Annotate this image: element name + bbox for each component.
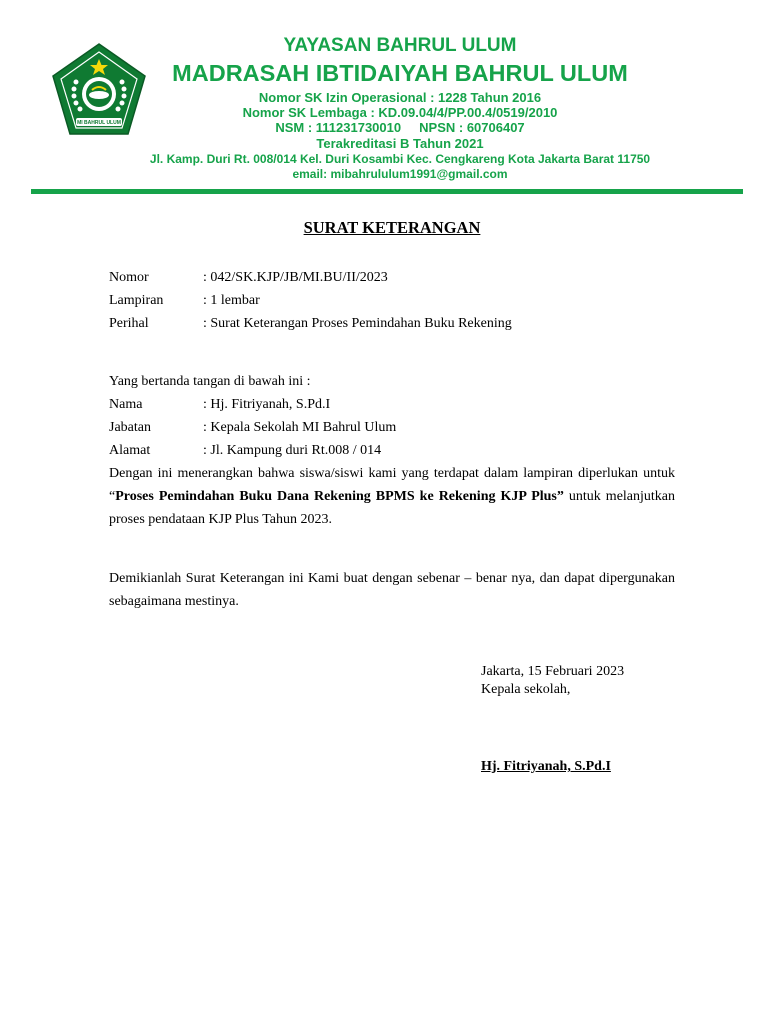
meta-label-nomor: Nomor (109, 270, 149, 285)
accreditation: Terakreditasi B Tahun 2021 (316, 136, 484, 151)
body-paragraph (109, 462, 675, 531)
signer-label-alamat: Alamat (109, 443, 151, 458)
school-address: Jl. Kamp. Duri Rt. 008/014 Kel. Duri Kosambi Kec. Cengkareng Kota Jakarta Barat 11750 (149, 152, 651, 166)
body-text-start: Dengan ini menerangkan bahwa siswa/siswi kami yang terdapat dalam lampiran diperlukan untuk “ (109, 466, 675, 504)
institution-sk-number: Nomor SK Lembaga : KD.09.04/4/PP.00.4/0519/2010 (242, 105, 558, 120)
permit-number: Nomor SK Izin Operasional : 1228 Tahun 2016 (258, 90, 542, 105)
signer-value-nama: : Hj. Fitriyanah, S.Pd.I (203, 397, 331, 412)
place-date: Jakarta, 15 Februari 2023 (481, 664, 625, 679)
intro-text: Yang bertanda tangan di bawah ini : (109, 374, 311, 389)
signer-value-jabatan: : Kepala Sekolah MI Bahrul Ulum (203, 420, 397, 435)
meta-label-lampiran: Lampiran (109, 293, 164, 308)
signer-value-alamat: : Jl. Kampung duri Rt.008 / 014 (203, 443, 382, 458)
emblem-banner-text: MI BAHRUL ULUM (77, 120, 121, 127)
body-text-emphasis: Proses Pemindahan Buku Dana Rekening BPMS ke Rekening KJP Plus” (115, 489, 564, 504)
header-divider (31, 189, 743, 194)
closing-paragraph: Demikianlah Surat Keterangan ini Kami buat dengan sebenar – benar nya, dan dapat dipergunakan sebagaimana mestinya. (109, 571, 675, 609)
school-email: email: mibahrululum1991@gmail.com (292, 167, 508, 181)
body-text-end: untuk melanjutkan proses pendataan KJP Plus Tahun 2023. (109, 489, 676, 527)
school-name: MADRASAH IBTIDAIYAH BAHRUL ULUM (172, 60, 628, 86)
letterhead (0, 0, 768, 200)
signer-label-jabatan: Jabatan (109, 420, 151, 435)
signer-label-nama: Nama (109, 397, 143, 412)
nsm-npsn: NSM : 111231730010 NPSN : 60706407 (275, 120, 525, 135)
meta-value-nomor: : 042/SK.KJP/JB/MI.BU/II/2023 (203, 270, 388, 285)
signature-name: Hj. Fitriyanah, S.Pd.I (481, 759, 611, 774)
meta-value-perihal: : Surat Keterangan Proses Pemindahan Buku Rekening (203, 316, 512, 331)
letter-title: SURAT KETERANGAN (303, 218, 481, 237)
meta-label-perihal: Perihal (109, 316, 149, 331)
foundation-name: YAYASAN BAHRUL ULUM (283, 35, 517, 56)
signer-position: Kepala sekolah, (481, 682, 571, 697)
meta-value-lampiran: : 1 lembar (203, 293, 260, 308)
